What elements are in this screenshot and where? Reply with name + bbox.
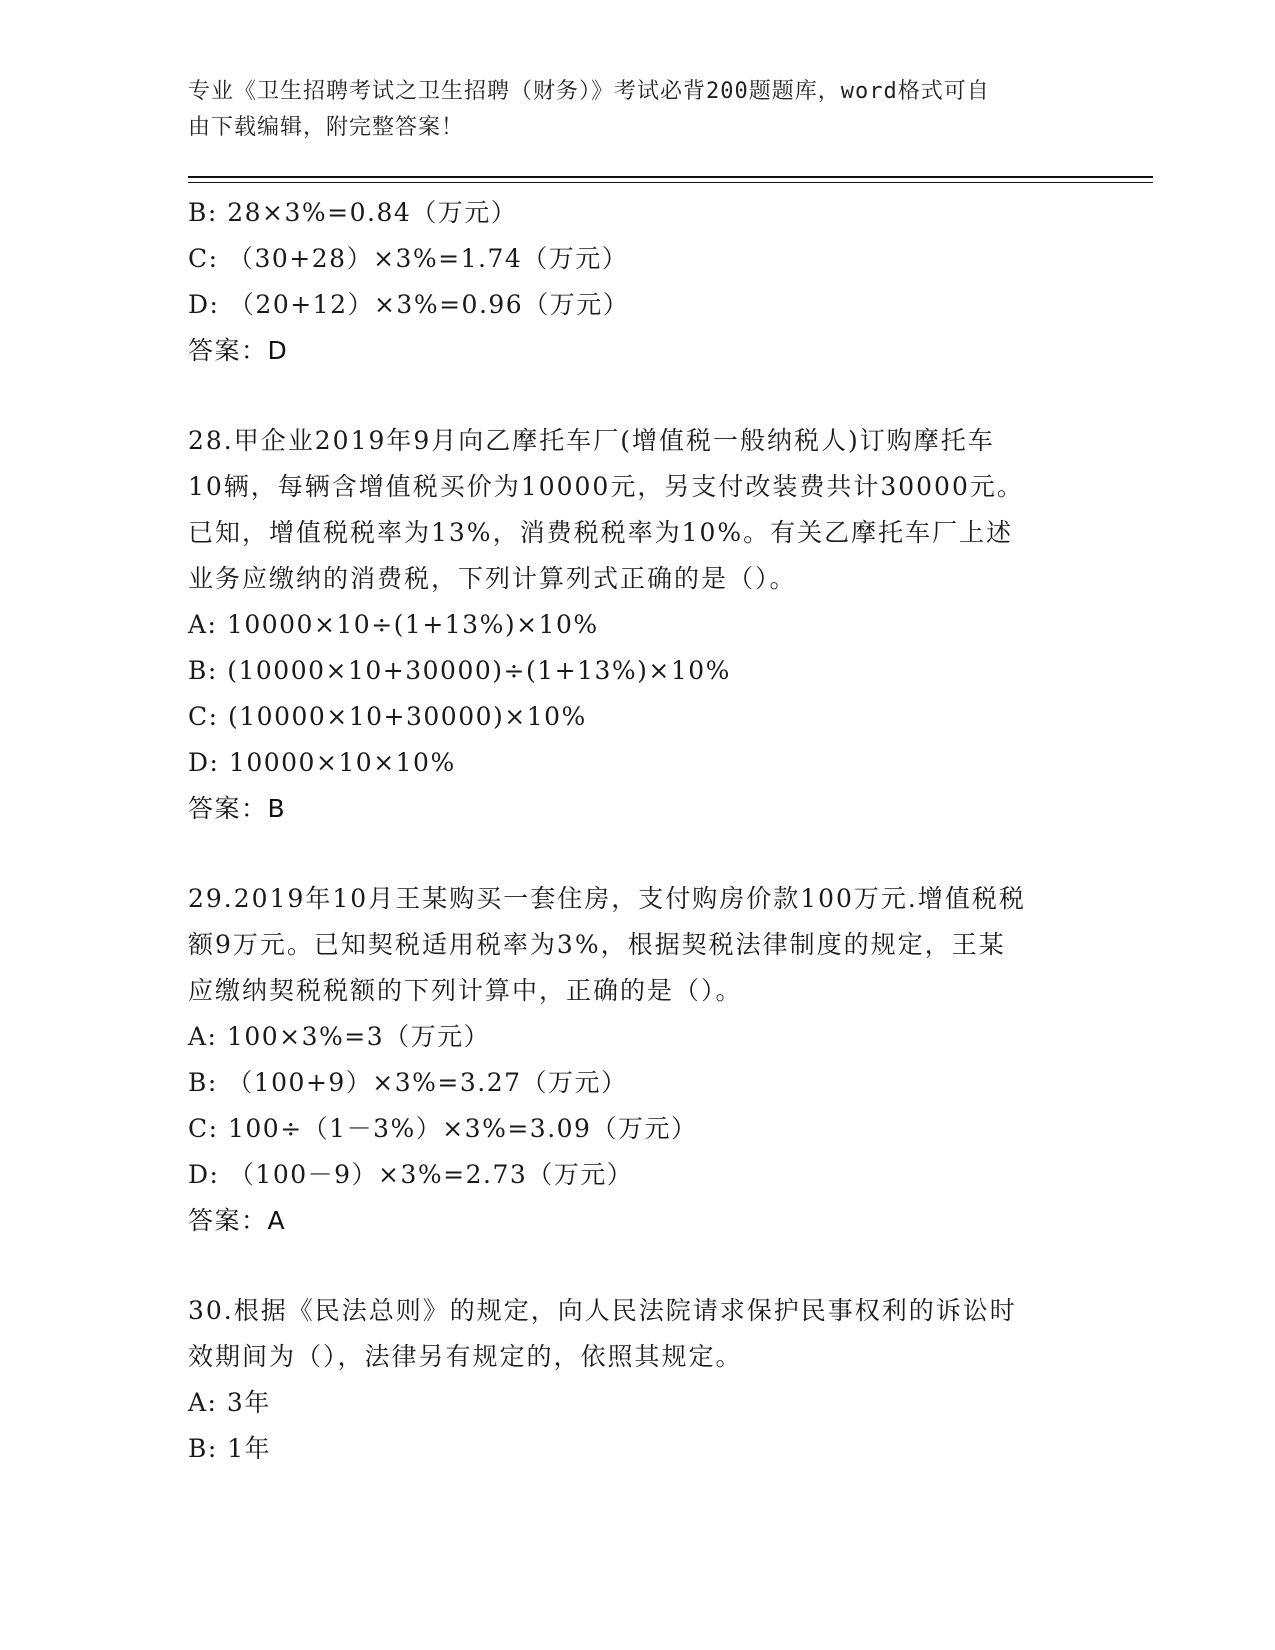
answer: 答案：B: [188, 794, 287, 823]
question-29: [188, 876, 1088, 1244]
question-line: 30.根据《民法总则》的规定，向人民法院请求保护民事权利的诉讼时: [188, 1296, 1017, 1325]
question-28: [188, 418, 1088, 832]
spacer: [188, 1244, 1088, 1288]
question-27-tail: [188, 190, 1088, 374]
header-line-2: 由下载编辑，附完整答案！: [188, 115, 465, 140]
question-text: [188, 418, 1088, 602]
option-d: D: （20+12）×3%=0.96（万元）: [188, 290, 630, 319]
question-text: [188, 1288, 1088, 1380]
question-line: 效期间为（），法律另有规定的，依照其规定。: [188, 1342, 743, 1371]
answer: 答案：A: [188, 1206, 287, 1235]
option-c: C: （30+28）×3%=1.74（万元）: [188, 244, 629, 273]
option-b: B: (10000×10+30000)÷(1+13%)×10%: [188, 656, 731, 685]
option-a: A: 100×3%=3（万元）: [188, 1022, 491, 1051]
option-a: A: 3年: [188, 1388, 271, 1417]
header-rule-thick: [188, 176, 1153, 178]
question-line: 应缴纳契税税额的下列计算中，正确的是（）。: [188, 976, 743, 1005]
option-c: C: 100÷（1－3%）×3%=3.09（万元）: [188, 1114, 698, 1143]
option-d: D: 10000×10×10%: [188, 748, 456, 777]
option-c: C: (10000×10+30000)×10%: [188, 702, 587, 731]
option-b: B: 28×3%=0.84（万元）: [188, 198, 518, 227]
answer: 答案：D: [188, 336, 289, 365]
question-text: [188, 876, 1088, 1014]
option-b: B: 1年: [188, 1434, 272, 1463]
question-30: [188, 1288, 1088, 1472]
document-header: [188, 74, 1068, 146]
option-b: B: （100+9）×3%=3.27（万元）: [188, 1068, 628, 1097]
question-line: 额9万元。已知契税适用税率为3%，根据契税法律制度的规定，王某: [188, 930, 1006, 959]
spacer: [188, 832, 1088, 876]
header-rule-thin: [188, 182, 1153, 183]
document-body: [188, 190, 1088, 1472]
option-a: A: 10000×10÷(1+13%)×10%: [188, 610, 599, 639]
question-line: 10辆，每辆含增值税买价为10000元，另支付改装费共计30000元。: [188, 472, 1024, 501]
header-line-1: 专业《卫生招聘考试之卫生招聘（财务）》考试必背200题题库，word格式可自: [188, 79, 990, 104]
question-line: 28.甲企业2019年9月向乙摩托车厂(增值税一般纳税人)订购摩托车: [188, 426, 995, 455]
question-line: 29.2019年10月王某购买一套住房，支付购房价款100万元.增值税税: [188, 884, 1026, 913]
question-line: 已知，增值税税率为13%，消费税税率为10%。有关乙摩托车厂上述: [188, 518, 1014, 547]
option-d: D: （100－9）×3%=2.73（万元）: [188, 1160, 634, 1189]
spacer: [188, 374, 1088, 418]
question-line: 业务应缴纳的消费税，下列计算列式正确的是（）。: [188, 564, 797, 593]
